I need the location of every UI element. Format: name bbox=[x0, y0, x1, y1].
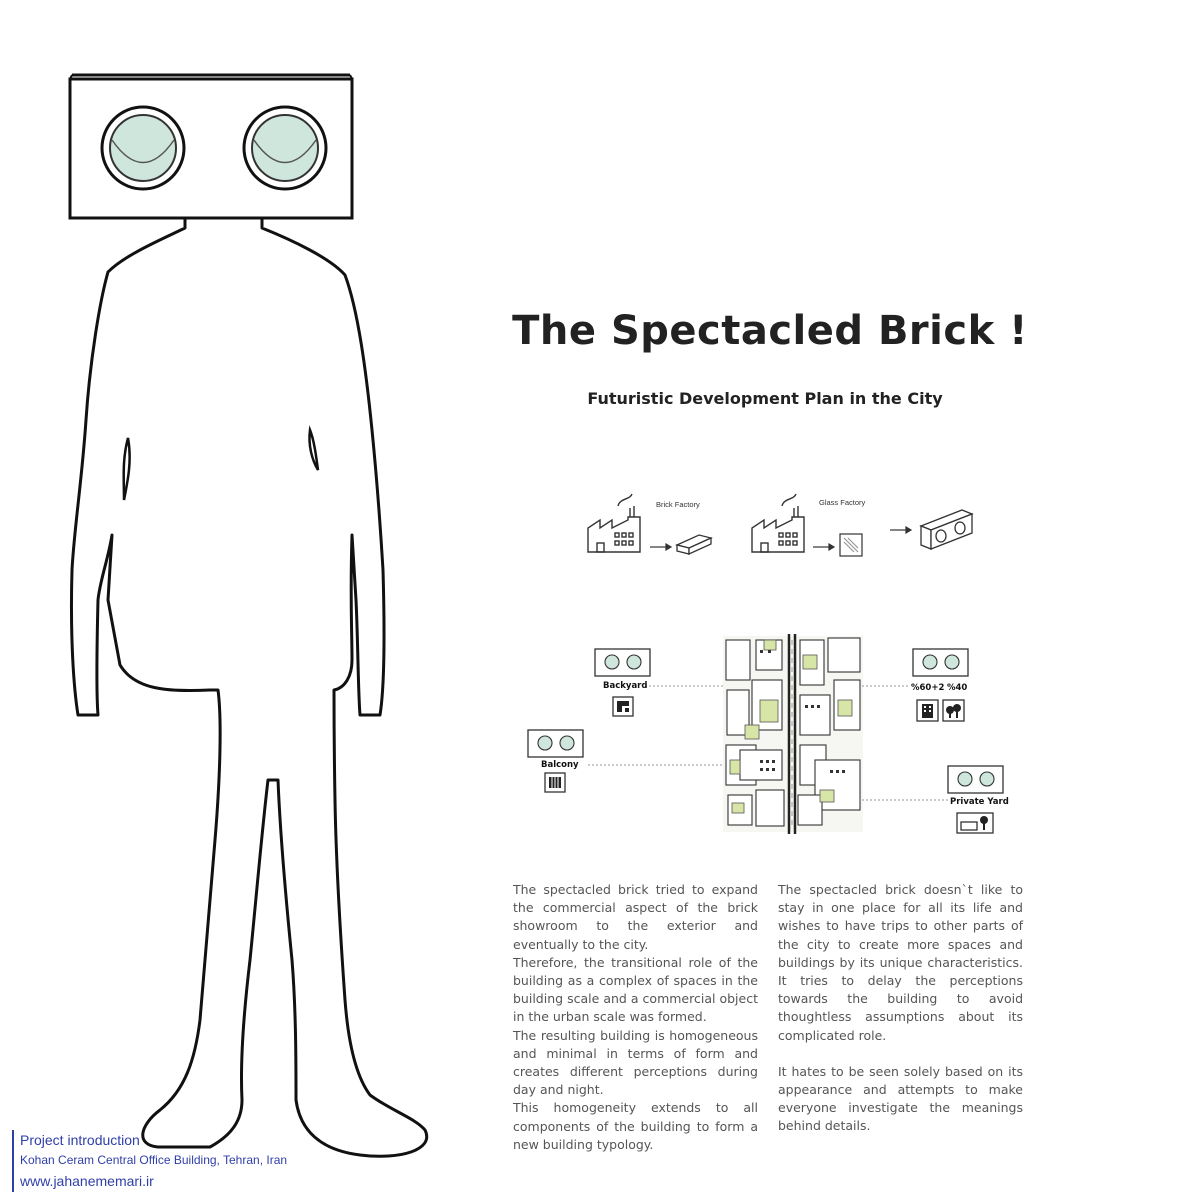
glass-icon bbox=[840, 534, 862, 556]
building-ratio-icon bbox=[917, 700, 938, 721]
arrow-icon-1 bbox=[650, 544, 671, 550]
ratio-b-label: %40 bbox=[947, 683, 968, 693]
right-text-column bbox=[778, 881, 1023, 1136]
balcony-label: Balcony bbox=[541, 760, 579, 770]
brick-factory-icon bbox=[588, 494, 640, 552]
right-paragraph: The spectacled brick doesn`t like to stay in one place for all its life and wishes to have trips to other parts of the city to create more spaces and buildings by its unique characteristics. It tries to delay the perceptions towards the building to avoid thoughtless assumptions about its complicated role. bbox=[778, 882, 1023, 1043]
ratio-brick-icon bbox=[913, 649, 968, 676]
green-ratio-icon bbox=[943, 700, 964, 721]
spectacled-brick-icon bbox=[921, 510, 972, 549]
glass-factory-label: Glass Factory bbox=[819, 498, 866, 507]
footer-project: Kohan Ceram Central Office Building, Tehran, Iran bbox=[20, 1153, 288, 1167]
left-paragraph: The resulting building is homogeneous and minimal in terms of form and creates different perceptions during day and night. bbox=[513, 1027, 758, 1098]
arrow-icon-3 bbox=[890, 527, 911, 533]
page-subtitle: Futuristic Development Plan in the City bbox=[587, 389, 943, 408]
footer-title: Project introduction bbox=[20, 1132, 140, 1148]
brick-factory-label: Brick Factory bbox=[656, 500, 700, 509]
balcony-plan-icon bbox=[545, 773, 565, 792]
page-title: The Spectacled Brick ! bbox=[512, 308, 1028, 354]
balcony-brick-icon bbox=[528, 730, 583, 757]
brick-head bbox=[70, 75, 352, 218]
left-paragraph: This homogeneity extends to all components of the building to form a new building typology. bbox=[513, 1100, 758, 1152]
glass-factory-icon bbox=[752, 494, 804, 552]
left-lens-icon bbox=[102, 107, 184, 189]
footer-link[interactable]: www.jahanememari.ir bbox=[20, 1173, 154, 1189]
left-paragraph: Therefore, the transitional role of the building as a complex of spaces in the building scale and a commercial object in the urban scale was formed. bbox=[513, 954, 758, 1025]
right-lens-icon bbox=[244, 107, 326, 189]
private-yard-plan-icon bbox=[957, 813, 993, 833]
hand-gap-left bbox=[124, 438, 130, 500]
private-yard-label: Private Yard bbox=[950, 797, 1009, 807]
body-outline bbox=[71, 218, 426, 1156]
backyard-plan-icon bbox=[613, 697, 633, 716]
left-paragraph: The spectacled brick tried to expand the commercial aspect of the brick showroom to the exterior and eventually to the city. bbox=[513, 882, 758, 952]
city-map-illustration bbox=[723, 634, 863, 834]
arrow-icon-2 bbox=[813, 544, 834, 550]
ratio-a-label: %60+2 bbox=[911, 683, 945, 693]
brick-icon bbox=[677, 535, 711, 554]
private-yard-brick-icon bbox=[948, 766, 1003, 793]
right-paragraph: It hates to be seen solely based on its appearance and attempts to make everyone investigate the meanings behind details. bbox=[778, 1063, 1023, 1134]
hand-gap-right bbox=[309, 430, 318, 470]
backyard-brick-icon bbox=[595, 649, 650, 676]
backyard-label: Backyard bbox=[603, 681, 648, 691]
left-text-column bbox=[513, 881, 758, 1154]
source-footer bbox=[12, 1130, 287, 1192]
